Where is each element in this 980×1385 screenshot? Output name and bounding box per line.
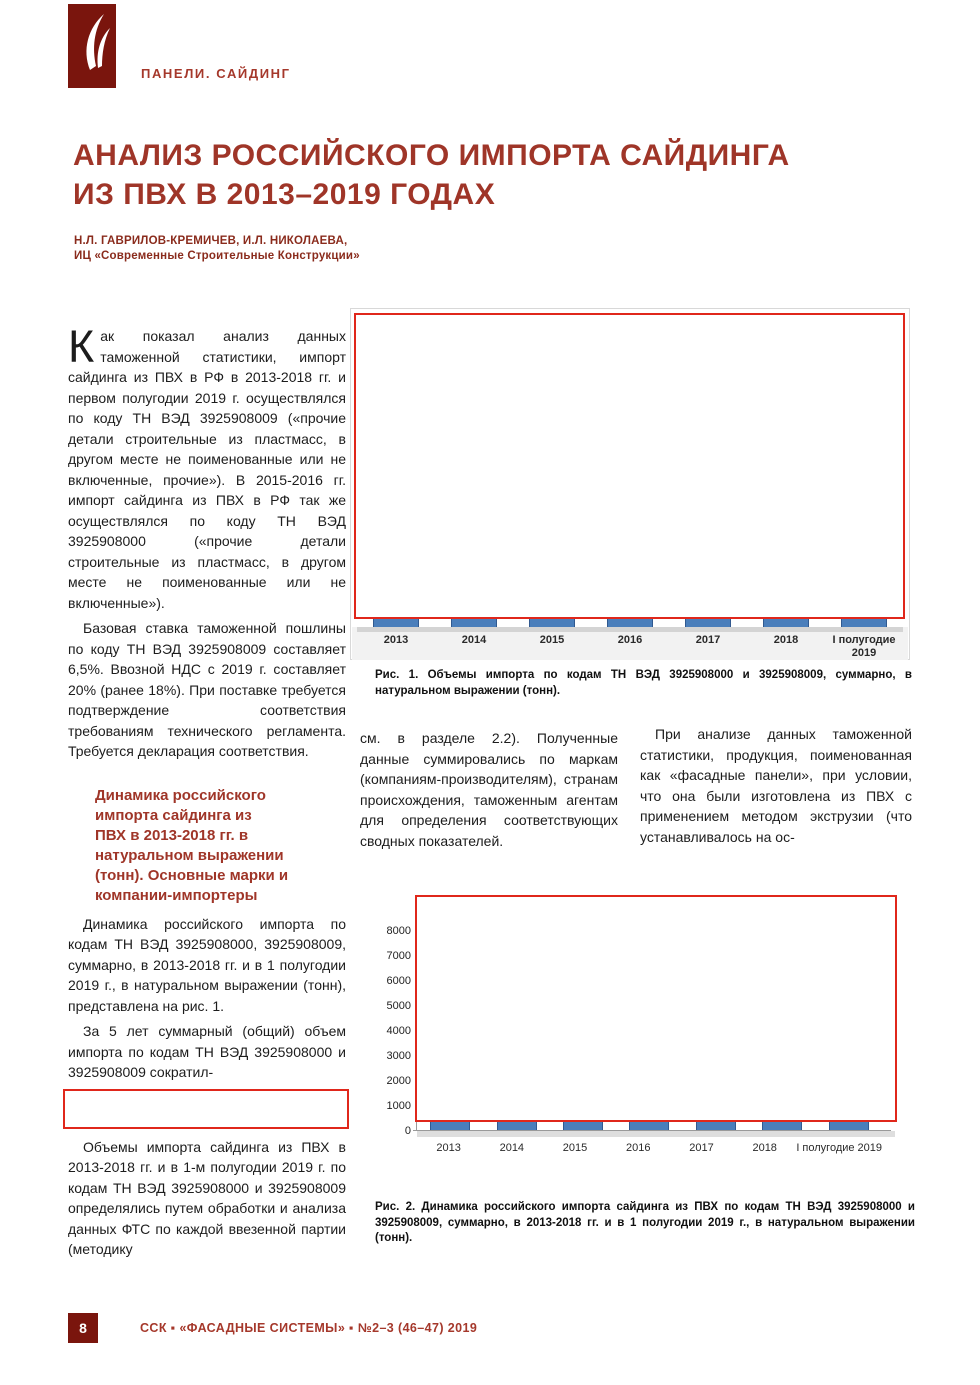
- y-axis-labels: [375, 926, 411, 1137]
- section-kicker: ПАНЕЛИ. САЙДИНГ: [141, 66, 291, 81]
- quill-logo-icon: [68, 4, 116, 88]
- middle-column: [360, 728, 618, 851]
- y-tick-label: 1000: [386, 1100, 411, 1112]
- x-tick-label: 2018: [773, 634, 799, 646]
- figure-1-caption: Рис. 1. Объемы импорта по кодам ТН ВЭД 3925908000 и 3925908009, суммарно, в натуральном выражении (тонн).: [375, 669, 912, 697]
- x-tick-label: 2014: [461, 634, 487, 646]
- y-tick-label: 5000: [386, 1000, 411, 1012]
- body-paragraph: Как показал анализ данных таможенной статистики, импорт сайдинга из ПВХ в РФ в 2013-2018 гг. и первом полугодии 2019 г. осуществлялся по коду ТН ВЭД 3925908009 («прочие детали строительные из пластмасс, в другом месте не поименованные или не включенные, прочие»). В 2015-2016 гг. импорт сайдинга из ПВХ в РФ так же осуществлялся по коду ТН ВЭД 3925908000 («прочие детали строительные из пластмасс, в другом месте не поименованные или не включенные»).: [68, 321, 346, 611]
- figure-2-chart: [375, 880, 915, 1165]
- page-number: 8: [79, 1320, 87, 1336]
- y-tick-label: 6000: [386, 975, 411, 987]
- x-tick-label: I полугодие 2019: [832, 634, 896, 659]
- x-tick-label: 2015: [539, 634, 565, 646]
- x-tick-label: I полугодие 2019: [796, 1142, 883, 1154]
- y-tick-label: 0: [404, 1125, 411, 1137]
- x-axis-labels: [357, 634, 903, 660]
- x-tick-label: 2013: [436, 1142, 461, 1154]
- x-tick-label: 2018: [752, 1142, 777, 1154]
- left-column: [68, 321, 346, 1260]
- drop-cap: К: [68, 321, 95, 372]
- y-tick-label: 2000: [386, 1075, 411, 1087]
- y-tick-label: 3000: [386, 1050, 411, 1062]
- redacted-content-box: [63, 1089, 349, 1129]
- body-paragraph: см. в разделе 2.2). Полученные данные суммировались по маркам (компаниям-производителям), странам происхождения, таможенным агентам для определения соответствующих сводных показателей.: [360, 730, 618, 849]
- article-title-line-2: ИЗ ПВХ В 2013–2019 ГОДАХ: [73, 178, 496, 211]
- figure-2-caption: Рис. 2. Динамика российского импорта сайдинга из ПВХ по кодам ТН ВЭД 3925908000 и 3925908009, суммарно, в 2013-2018 гг. и в 1 полугодии 2019 г., в натуральном выражении (тонн).: [375, 1201, 915, 1244]
- authors-line-2: ИЦ «Современные Строительные Конструкции»: [74, 250, 360, 262]
- x-tick-label: 2016: [626, 1142, 651, 1154]
- section-subheading: Динамика российского импорта сайдинга из ПВХ в 2013-2018 гг. в натуральном выражении (тонн). Основные марки и компании-импортеры: [95, 786, 346, 906]
- x-tick-label: 2013: [383, 634, 409, 646]
- page-number-badge: [68, 1313, 98, 1343]
- body-paragraph: Динамика российского импорта по кодам ТН ВЭД 3925908000, 3925908009, суммарно, в 2013-2018 гг. и в 1 полугодии 2019 г., в натуральном выражении (тонн), представлена на рис. 1.: [68, 915, 346, 1014]
- authors-line-1: Н.Л. ГАВРИЛОВ-КРЕМИЧЕВ, И.Л. НИКОЛАЕВА,: [74, 235, 348, 247]
- right-column: [640, 724, 912, 847]
- y-tick-label: 7000: [386, 950, 411, 962]
- x-tick-label: 2017: [689, 1142, 714, 1154]
- publisher-logo: [68, 4, 116, 88]
- article-title: [73, 136, 933, 214]
- chart-baseline-shadow: [357, 627, 903, 632]
- footer-journal-info: ССК ▪ «ФАСАДНЫЕ СИСТЕМЫ» ▪ №2–3 (46–47) 2019: [140, 1321, 478, 1335]
- x-tick-label: 2017: [695, 634, 721, 646]
- authors: [74, 234, 574, 264]
- y-tick-label: 8000: [386, 925, 411, 937]
- x-tick-label: 2016: [617, 634, 643, 646]
- x-tick-label: 2014: [499, 1142, 525, 1154]
- x-axis-labels: [417, 1142, 882, 1155]
- body-paragraph: Объемы импорта сайдинга из ПВХ в 2013-2018 гг. и в 1-м полугодии 2019 г. по кодам ТН ВЭД 3925908000 и 3925908009 определялись путем обработки и анализа данных ФТС по каждой ввезенной партии (методику: [68, 1138, 346, 1257]
- chart-floor-band: [417, 1131, 895, 1137]
- chart-redaction-overlay: [354, 313, 905, 619]
- article-title-line-1: АНАЛИЗ РОССИЙСКОГО ИМПОРТА САЙДИНГА: [73, 139, 790, 172]
- body-paragraph: За 5 лет суммарный (общий) объем импорта по кодам ТН ВЭД 3925908000 и 3925908009 сократил-: [68, 1023, 346, 1080]
- figure-1-chart: [350, 308, 910, 660]
- x-tick-label: 2015: [562, 1142, 588, 1154]
- body-paragraph: При анализе данных таможенной статистики, продукция, поименованная как «фасадные панели», при условии, что она были изготовлена из ПВХ с применением методом экструзии (что устанавливалось на ос-: [640, 726, 912, 845]
- chart-redaction-overlay: [415, 895, 897, 1122]
- y-tick-label: 4000: [386, 1025, 411, 1037]
- body-paragraph: Базовая ставка таможенной пошлины по коду ТН ВЭД 3925908009 составляет 6,5%. Ввозной НДС с 2019 г. составляет 20% (ранее 18%). При поставке требуется подтверждение соответствия требованиям технического регламента. Требуется декларация соответствия.: [68, 620, 346, 759]
